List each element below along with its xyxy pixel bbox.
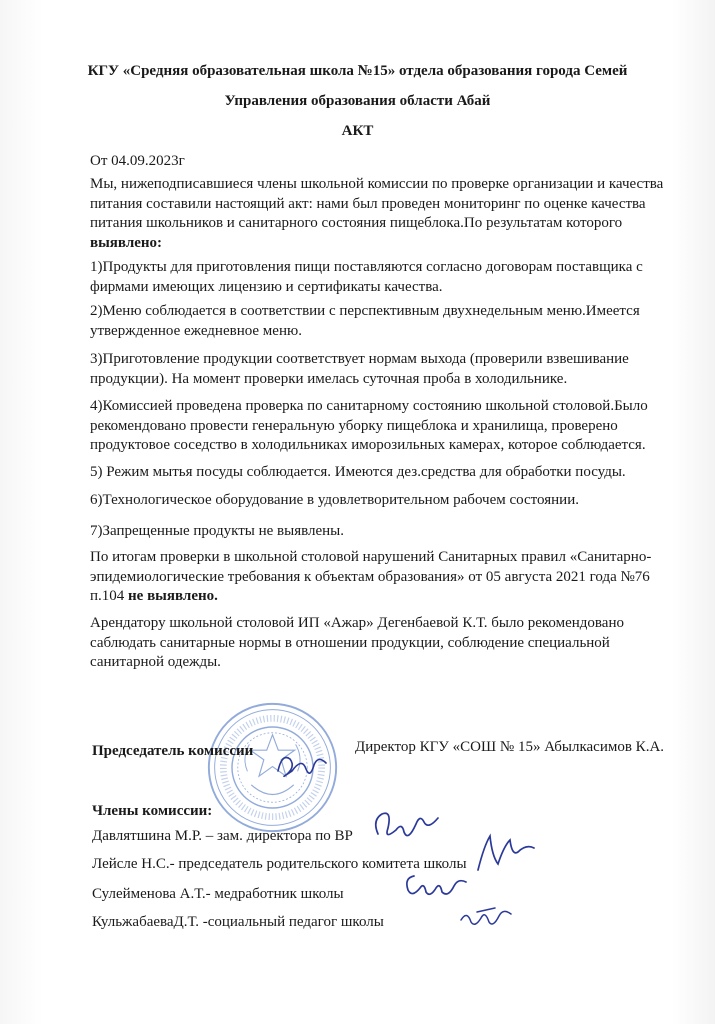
member-1-signature-icon: [368, 800, 450, 850]
document-date: От 04.09.2023г: [90, 153, 185, 169]
members-label: Члены комиссии:: [92, 803, 213, 819]
member-4: КульжабаеваД.Т. -социальный педагог школы: [92, 914, 384, 930]
finding-item-7: 7)Запрещенные продукты не выявлены.: [90, 523, 344, 539]
member-3: Сулейменова А.Т.- медработник школы: [92, 886, 344, 902]
chair-signature-icon: [272, 745, 332, 787]
conclusion-text: По итогам проверки в школьной столовой нарушений Санитарных правил «Санитарно-эпидемиологические требования к объектам образования» от 05 августа 2021 года №76 п.104: [90, 549, 652, 604]
member-2-signature-icon: [470, 826, 540, 878]
finding-item-3: 3)Приготовление продукции соответствует нормам выхода (проверили взвешивание продукции). На момент проверки имелась суточная проба в холодильнике.: [90, 351, 629, 387]
conclusion-paragraph: [90, 548, 665, 607]
finding-item-6: 6)Технологическое оборудование в удовлетворительном рабочем состоянии.: [90, 492, 579, 508]
org-name-line-1: КГУ «Средняя образовательная школа №15» отдела образования города Семей: [87, 63, 628, 79]
finding-item-1: 1)Продукты для приготовления пищи поставляются согласно договорам поставщика с фирмами имеющих лицензию и сертификаты качества.: [90, 259, 643, 295]
org-name-line-2: Управления образования области Абай: [224, 93, 491, 109]
member-4-signature-icon: [455, 900, 517, 932]
member-2: Лейсле Н.С.- председатель родительского комитета школы: [92, 856, 467, 872]
document-title: АКТ: [341, 123, 374, 139]
finding-item-2: 2)Меню соблюдается в соответствии с перспективным двухнедельным меню.Имеется утвержденное ежедневное меню.: [90, 303, 640, 339]
chair-name: Директор КГУ «СОШ № 15» Абылкасимов К.А.: [355, 739, 665, 755]
intro-paragraph: [90, 175, 665, 253]
recommendation-paragraph: Арендатору школьной столовой ИП «Ажар» Дегенбаевой К.Т. было рекомендовано саблюдать санитарные нормы в отношении продукции, соблюдение специальной санитарной одежды.: [90, 615, 624, 670]
intro-bold: выявлено:: [90, 234, 163, 251]
chair-label: Председатель комиссии: [92, 743, 254, 759]
conclusion-bold: не выявлено.: [128, 588, 218, 604]
finding-item-4: 4)Комиссией проведена проверка по санитарному состоянию школьной столовой.Было рекомендовано провести генеральную уборку пищеблока и хранилища, проверено продуктовое соседство в холодильниках иморозильных камерах, которое соблюдается.: [90, 398, 648, 453]
intro-text: Мы, нижеподписавшиеся члены школьной комиссии по проверке организации и качества питания составили настоящий акт: нами был проведен мониторинг по оценке качества питания школьников и санитарного состояния пищеблока.По результатам которого: [90, 176, 664, 231]
finding-item-5: 5) Режим мытья посуды соблюдается. Имеются дез.средства для обработки посуды.: [90, 464, 626, 480]
member-3-signature-icon: [400, 862, 470, 904]
member-1: Давлятшина М.Р. – зам. директора по ВР: [92, 828, 353, 844]
